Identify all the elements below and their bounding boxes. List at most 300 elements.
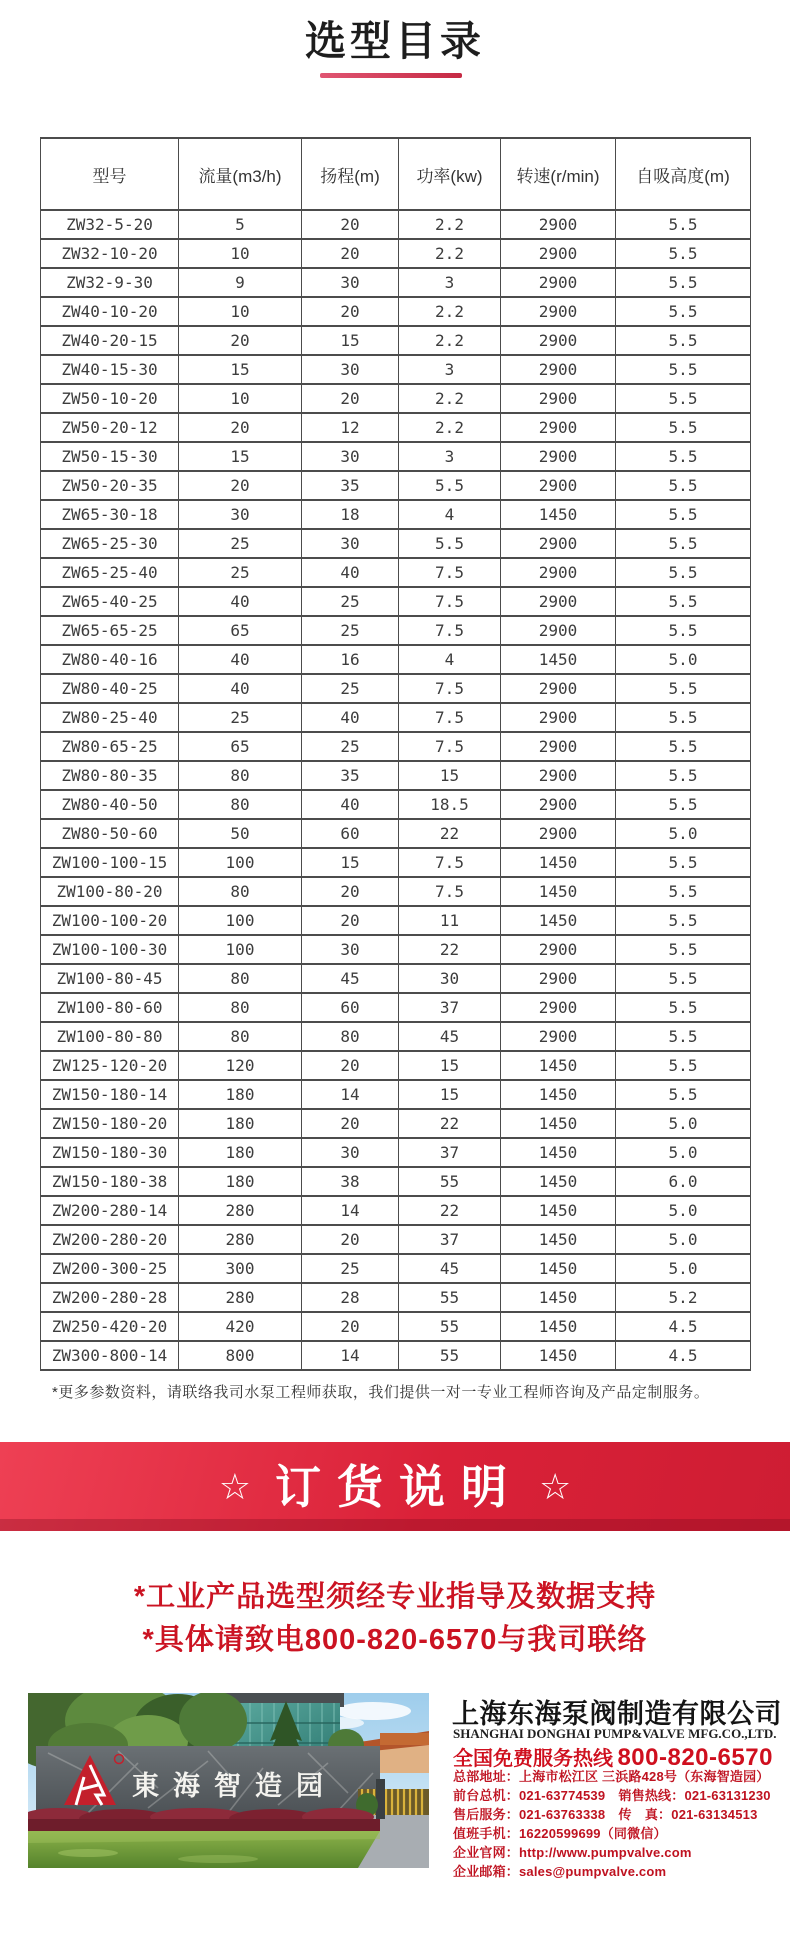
cell-value: 80 [179,1022,302,1051]
cell-value: 5.5 [616,703,751,732]
cell-value: 15 [302,326,399,355]
cell-value: 11 [399,906,501,935]
cell-value: 18 [302,500,399,529]
cell-value: 5.5 [616,558,751,587]
cell-value: 5.5 [616,210,751,239]
contact-line: 前台总机：021-63774539 销售热线：021-63131230 [453,1788,771,1803]
cell-model: ZW200-280-20 [41,1225,179,1254]
cell-value: 40 [302,558,399,587]
table-row [41,413,751,442]
cell-value: 5.5 [616,413,751,442]
cell-value: 2900 [501,964,616,993]
contact-line: 售后服务：021-63763338 传 真：021-63134513 [453,1807,758,1822]
cell-value: 50 [179,819,302,848]
order-note-line: *工业产品选型须经专业指导及数据支持 [133,1581,657,1613]
cell-value: 2.2 [399,326,501,355]
cell-value: 15 [399,1080,501,1109]
cell-value: 2.2 [399,210,501,239]
cell-model: ZW250-420-20 [41,1312,179,1341]
cell-value: 80 [179,964,302,993]
cell-value: 20 [179,471,302,500]
cell-value: 2900 [501,587,616,616]
table-row [41,587,751,616]
cell-value: 30 [302,1138,399,1167]
cell-value: 37 [399,1225,501,1254]
company-name-cn: 上海东海泵阀制造有限公司 [452,1699,782,1729]
cell-value: 2900 [501,355,616,384]
cell-value: 5.5 [616,500,751,529]
cell-model: ZW40-15-30 [41,355,179,384]
table-row [41,645,751,674]
cell-value: 1450 [501,877,616,906]
cell-value: 2900 [501,326,616,355]
cell-value: 40 [179,645,302,674]
cell-value: 15 [302,848,399,877]
cell-value: 7.5 [399,848,501,877]
cell-value: 5.5 [399,471,501,500]
cell-value: 5.5 [616,993,751,1022]
cell-value: 2900 [501,471,616,500]
cell-value: 20 [302,877,399,906]
lawn [28,1831,380,1868]
cell-value: 120 [179,1051,302,1080]
cell-value: 14 [302,1080,399,1109]
table-row [41,964,751,993]
cell-value: 5.5 [616,674,751,703]
table-row [41,906,751,935]
cell-value: 5.5 [616,471,751,500]
cell-value: 180 [179,1138,302,1167]
cell-value: 12 [302,413,399,442]
cell-value: 22 [399,935,501,964]
cell-value: 80 [179,761,302,790]
table-row [41,848,751,877]
cell-model: ZW65-30-18 [41,500,179,529]
cell-value: 2900 [501,268,616,297]
campus-photo [28,1693,429,1868]
cell-value: 2.2 [399,384,501,413]
cell-value: 14 [302,1196,399,1225]
cell-value: 22 [399,1109,501,1138]
cell-value: 5.5 [616,848,751,877]
table-row [41,442,751,471]
cell-value: 1450 [501,906,616,935]
cell-value: 5.0 [616,1109,751,1138]
cell-value: 2.2 [399,413,501,442]
hotline-number: 800-820-6570 [617,1744,773,1771]
cell-value: 20 [302,1225,399,1254]
column-header: 转速(r/min) [501,138,616,210]
cell-value: 5.0 [616,1138,751,1167]
table-row [41,674,751,703]
cell-value: 5.5 [616,761,751,790]
cell-value: 2900 [501,1022,616,1051]
column-header: 流量(m3/h) [179,138,302,210]
table-row [41,616,751,645]
cell-value: 800 [179,1341,302,1370]
cell-model: ZW100-100-20 [41,906,179,935]
cell-value: 3 [399,268,501,297]
cell-model: ZW100-80-20 [41,877,179,906]
cell-value: 2900 [501,732,616,761]
column-header: 扬程(m) [302,138,399,210]
cell-model: ZW80-25-40 [41,703,179,732]
cell-value: 30 [302,442,399,471]
cell-value: 5.5 [616,297,751,326]
wall-sign-text [132,1771,337,1801]
cell-model: ZW32-9-30 [41,268,179,297]
cell-model: ZW150-180-20 [41,1109,179,1138]
cell-value: 1450 [501,1051,616,1080]
cell-model: ZW32-10-20 [41,239,179,268]
cell-value: 5.5 [616,1051,751,1080]
table-row [41,1051,751,1080]
contact-info-list [453,1767,790,1881]
cell-value: 100 [179,906,302,935]
cell-value: 5.0 [616,1225,751,1254]
cell-value: 1450 [501,1283,616,1312]
cell-value: 6.0 [616,1167,751,1196]
cell-value: 15 [399,761,501,790]
cell-value: 55 [399,1312,501,1341]
cell-value: 5.5 [616,442,751,471]
cell-value: 2900 [501,703,616,732]
cell-value: 30 [302,935,399,964]
cell-model: ZW100-80-80 [41,1022,179,1051]
table-row [41,1196,751,1225]
cell-model: ZW125-120-20 [41,1051,179,1080]
table-row [41,1022,751,1051]
contact-line: 总部地址：上海市松江区 三浜路428号（东海智造园） [453,1769,770,1784]
cell-model: ZW80-80-35 [41,761,179,790]
cell-value: 20 [302,1109,399,1138]
cell-value: 5.0 [616,1196,751,1225]
order-notes [0,1576,790,1662]
cell-value: 180 [179,1080,302,1109]
cell-value: 1450 [501,1225,616,1254]
table-row [41,1312,751,1341]
cell-value: 15 [179,355,302,384]
table-row [41,384,751,413]
cell-value: 2900 [501,558,616,587]
cell-value: 65 [179,732,302,761]
table-row [41,1254,751,1283]
cell-value: 1450 [501,500,616,529]
cell-value: 20 [302,210,399,239]
company-name-en: SHANGHAI DONGHAI PUMP&VALVE MFG.CO.,LTD. [453,1726,777,1741]
cell-value: 300 [179,1254,302,1283]
cell-model: ZW40-10-20 [41,297,179,326]
cell-value: 25 [179,558,302,587]
table-row [41,703,751,732]
flower-hedge [28,1808,380,1831]
cell-value: 2.2 [399,239,501,268]
cell-value: 20 [179,326,302,355]
table-row [41,935,751,964]
cell-value: 28 [302,1283,399,1312]
table-row [41,761,751,790]
table-row [41,529,751,558]
cell-model: ZW50-15-30 [41,442,179,471]
cell-model: ZW100-100-15 [41,848,179,877]
table-row [41,355,751,384]
cell-value: 1450 [501,1341,616,1370]
cell-value: 25 [302,1254,399,1283]
table-row [41,1138,751,1167]
pump-selection-table [40,137,751,1371]
column-header: 自吸高度(m) [616,138,751,210]
cell-value: 5.5 [616,587,751,616]
cell-value: 5.5 [616,790,751,819]
table-row [41,297,751,326]
cell-value: 280 [179,1283,302,1312]
cell-value: 1450 [501,1312,616,1341]
cell-value: 15 [399,1051,501,1080]
cell-value: 1450 [501,1167,616,1196]
cell-value: 5.5 [616,732,751,761]
cell-value: 280 [179,1196,302,1225]
cell-value: 2900 [501,674,616,703]
cell-value: 5.5 [616,529,751,558]
cell-value: 15 [179,442,302,471]
cell-value: 7.5 [399,674,501,703]
cell-model: ZW100-80-60 [41,993,179,1022]
table-row [41,993,751,1022]
cell-value: 55 [399,1341,501,1370]
cell-value: 4.5 [616,1312,751,1341]
cell-value: 35 [302,471,399,500]
cell-value: 38 [302,1167,399,1196]
cell-value: 4.5 [616,1341,751,1370]
cell-value: 20 [302,1051,399,1080]
cell-value: 5.5 [616,964,751,993]
cell-model: ZW80-65-25 [41,732,179,761]
cell-value: 40 [179,674,302,703]
cell-value: 100 [179,848,302,877]
cell-value: 7.5 [399,732,501,761]
table-row [41,326,751,355]
cell-value: 20 [302,1312,399,1341]
cell-value: 20 [179,413,302,442]
table-footnote: *更多参数资料，请联络我司水泵工程师获取，我们提供一对一专业工程师咨询及产品定制服务。 [52,1384,710,1401]
cell-value: 2900 [501,239,616,268]
table-row [41,558,751,587]
hotline-label: 全国免费服务热线 [453,1748,613,1770]
cell-value: 280 [179,1225,302,1254]
cell-value: 22 [399,1196,501,1225]
cell-model: ZW50-10-20 [41,384,179,413]
cell-value: 1450 [501,1138,616,1167]
cell-model: ZW100-80-45 [41,964,179,993]
cell-value: 3 [399,355,501,384]
cell-value: 1450 [501,1109,616,1138]
cell-value: 25 [302,616,399,645]
cell-value: 100 [179,935,302,964]
cell-value: 65 [179,616,302,645]
cell-model: ZW40-20-15 [41,326,179,355]
cell-value: 5.5 [616,1080,751,1109]
cell-model: ZW300-800-14 [41,1341,179,1370]
cell-value: 45 [302,964,399,993]
cell-value: 5.5 [616,935,751,964]
table-row [41,1167,751,1196]
cell-value: 25 [302,587,399,616]
cell-model: ZW50-20-12 [41,413,179,442]
cell-value: 45 [399,1254,501,1283]
cell-model: ZW100-100-30 [41,935,179,964]
cell-value: 2900 [501,790,616,819]
contact-line: 值班手机：16220599699（同微信） [453,1826,667,1841]
cell-value: 7.5 [399,703,501,732]
column-header: 功率(kw) [399,138,501,210]
cell-value: 30 [302,355,399,384]
cell-value: 5.5 [616,1022,751,1051]
cell-value: 10 [179,239,302,268]
wall-text: 東海智造园 [132,1771,337,1801]
table-row [41,239,751,268]
cell-value: 5.2 [616,1283,751,1312]
cell-value: 180 [179,1109,302,1138]
cell-value: 5.5 [616,268,751,297]
cell-model: ZW200-280-14 [41,1196,179,1225]
cell-value: 40 [302,703,399,732]
cell-value: 5.5 [616,616,751,645]
cell-value: 5.5 [616,384,751,413]
cell-value: 30 [399,964,501,993]
table-row [41,268,751,297]
cell-value: 2900 [501,210,616,239]
table-row [41,1080,751,1109]
cell-value: 25 [302,674,399,703]
cell-value: 180 [179,1167,302,1196]
table-row [41,877,751,906]
cell-value: 7.5 [399,877,501,906]
cell-value: 3 [399,442,501,471]
cell-value: 5.0 [616,1254,751,1283]
star-icon: ☆ [539,1465,572,1507]
cell-value: 1450 [501,1080,616,1109]
cell-value: 4 [399,500,501,529]
campus-photo-illustration [28,1693,429,1868]
cell-model: ZW150-180-30 [41,1138,179,1167]
cell-model: ZW80-40-50 [41,790,179,819]
cell-model: ZW200-280-28 [41,1283,179,1312]
cell-model: ZW80-40-25 [41,674,179,703]
cell-value: 420 [179,1312,302,1341]
cell-value: 30 [179,500,302,529]
star-icon: ☆ [218,1465,251,1507]
cell-value: 25 [179,529,302,558]
cell-value: 80 [302,1022,399,1051]
cell-value: 2900 [501,529,616,558]
cell-value: 80 [179,790,302,819]
column-header: 型号 [41,138,179,210]
cell-value: 20 [302,384,399,413]
cell-value: 5.5 [616,906,751,935]
cell-value: 40 [302,790,399,819]
cell-value: 2.2 [399,297,501,326]
cell-value: 45 [399,1022,501,1051]
cell-model: ZW65-40-25 [41,587,179,616]
cell-value: 30 [302,268,399,297]
cell-value: 2900 [501,442,616,471]
cell-value: 7.5 [399,616,501,645]
cell-model: ZW65-25-40 [41,558,179,587]
cell-value: 2900 [501,616,616,645]
cell-value: 37 [399,1138,501,1167]
cell-value: 80 [179,993,302,1022]
cell-value: 5.5 [399,529,501,558]
table-row [41,732,751,761]
cell-value: 5.5 [616,326,751,355]
cell-value: 35 [302,761,399,790]
cell-value: 30 [302,529,399,558]
cell-value: 2900 [501,935,616,964]
cell-value: 4 [399,645,501,674]
table-row [41,1225,751,1254]
cell-value: 2900 [501,413,616,442]
table-row [41,210,751,239]
cell-value: 5.5 [616,239,751,268]
cell-value: 10 [179,384,302,413]
cell-value: 2900 [501,819,616,848]
cell-value: 14 [302,1341,399,1370]
cell-value: 25 [302,732,399,761]
cell-model: ZW65-65-25 [41,616,179,645]
cell-model: ZW32-5-20 [41,210,179,239]
cell-value: 2900 [501,297,616,326]
cell-value: 5.5 [616,877,751,906]
cell-value: 5.0 [616,645,751,674]
table-row [41,471,751,500]
cell-value: 2900 [501,384,616,413]
cell-value: 40 [179,587,302,616]
cell-value: 2900 [501,761,616,790]
cell-value: 1450 [501,1254,616,1283]
cell-value: 20 [302,297,399,326]
table-header-row [41,138,751,210]
cell-value: 55 [399,1283,501,1312]
cell-value: 60 [302,993,399,1022]
cell-value: 5 [179,210,302,239]
cell-value: 1450 [501,1196,616,1225]
title-underline [320,73,462,78]
cell-value: 9 [179,268,302,297]
cell-value: 2900 [501,993,616,1022]
cell-value: 7.5 [399,587,501,616]
cell-value: 1450 [501,645,616,674]
cell-model: ZW150-180-38 [41,1167,179,1196]
cell-value: 55 [399,1167,501,1196]
cell-value: 1450 [501,848,616,877]
table-row [41,1109,751,1138]
table-row [41,790,751,819]
cell-model: ZW150-180-14 [41,1080,179,1109]
cell-value: 20 [302,239,399,268]
page-title: 选型目录 [305,18,485,64]
banner-title: 订货说明 [275,1460,523,1513]
table-row [41,1341,751,1370]
cell-model: ZW80-40-16 [41,645,179,674]
cell-value: 18.5 [399,790,501,819]
table-body [41,210,751,1370]
cell-value: 20 [302,906,399,935]
contact-line: 企业邮箱：sales@pumpvalve.com [453,1864,667,1879]
table-row [41,1283,751,1312]
table-row [41,500,751,529]
cell-model: ZW80-50-60 [41,819,179,848]
cell-value: 7.5 [399,558,501,587]
